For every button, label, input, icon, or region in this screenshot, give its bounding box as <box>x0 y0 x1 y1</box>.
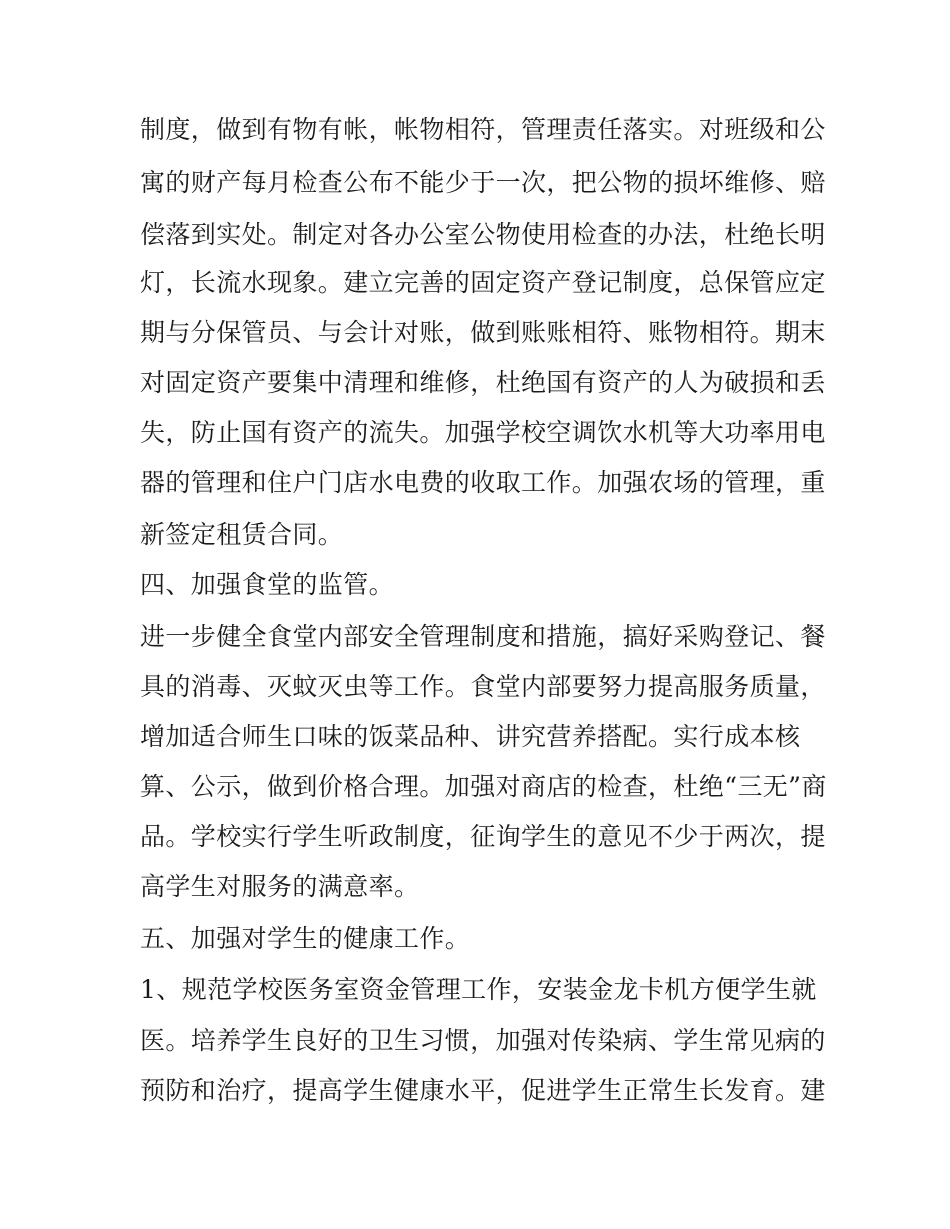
text-line: 高学生对服务的满意率。 <box>140 872 420 901</box>
text-line: 1、规范学校医务室资金管理工作，安装金龙卡机方便学生就 <box>140 975 817 1004</box>
text-line: 寓的财产每月检查公布不能少于一次，把公物的损坏维修、赔 <box>140 168 826 197</box>
text-line: 失，防止国有资产的流失。加强学校空调饮水机等大功率用电 <box>140 418 826 447</box>
text-line: 医。培养学生良好的卫生习惯，加强对传染病、学生常见病的 <box>140 1026 826 1055</box>
section-heading: 五、加强对学生的健康工作。 <box>140 924 471 953</box>
text-line: 制度，做到有物有帐，帐物相符，管理责任落实。对班级和公 <box>140 115 826 144</box>
text-line: 对固定资产要集中清理和维修，杜绝国有资产的人为破损和丢 <box>140 368 826 397</box>
text-line: 增加适合师生口味的饭菜品种、讲究营养搭配。实行成本核 <box>140 722 801 751</box>
section-heading: 四、加强食堂的监管。 <box>140 570 395 599</box>
text-line: 品。学校实行学生听政制度，征询学生的意见不少于两次，提 <box>140 822 826 851</box>
text-line: 新签定租赁合同。 <box>140 520 344 549</box>
text-line: 器的管理和住户门店水电费的收取工作。加强农场的管理，重 <box>140 468 826 497</box>
text-line: 期与分保管员、与会计对账，做到账账相符、账物相符。期末 <box>140 318 826 347</box>
text-line: 偿落到实处。制定对各办公室公物使用检查的办法，杜绝长明 <box>140 220 826 249</box>
text-line: 算、公示，做到价格合理。加强对商店的检查，杜绝“三无”商 <box>140 772 827 801</box>
text-line: 灯，长流水现象。建立完善的固定资产登记制度，总保管应定 <box>140 268 826 297</box>
text-line: 进一步健全食堂内部安全管理制度和措施，搞好采购登记、餐 <box>140 622 826 651</box>
text-line: 具的消毒、灭蚊灭虫等工作。食堂内部要努力提高服务质量， <box>140 672 826 701</box>
text-line: 预防和治疗，提高学生健康水平，促进学生正常生长发育。建 <box>140 1076 826 1105</box>
